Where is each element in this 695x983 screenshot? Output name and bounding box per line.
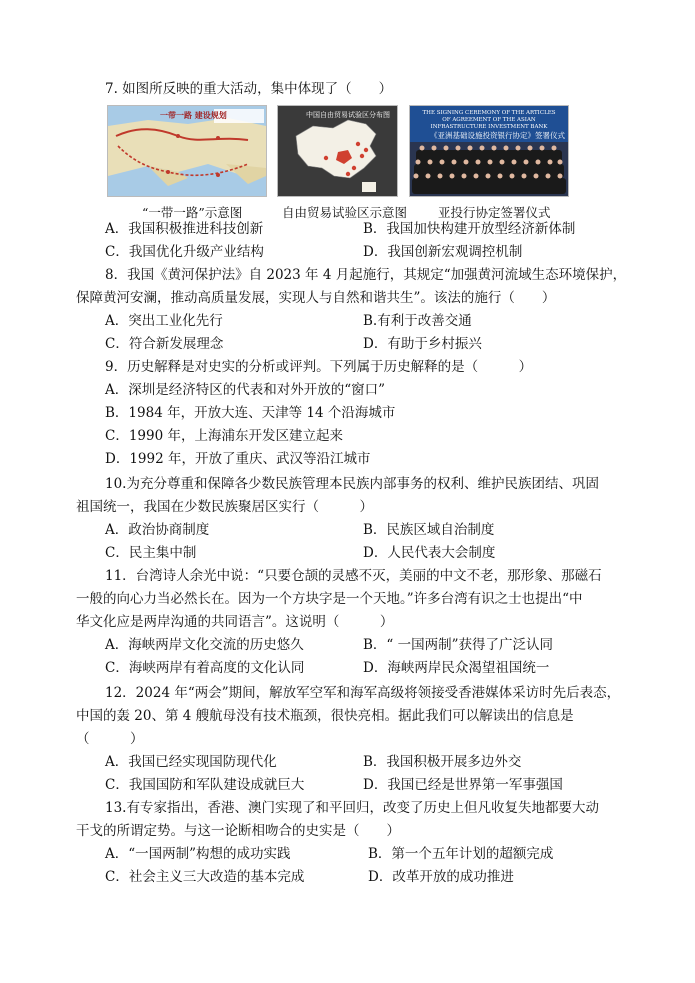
q12-stem-line-2: 中国的轰 20、第 4 艘航母没有技术瓶颈，很快亮相。据此我们可以解读出的信息是 (76, 708, 574, 724)
q9-option-c: C．1990 年，上海浦东开发区建立起来 (105, 428, 343, 444)
aiib-ceremony-cn-title: 《亚洲基础设施投资银行协定》签署仪式 (430, 131, 565, 140)
q13-option-b: B．第一个五年计划的超额完成 (368, 846, 554, 862)
q11-stem-line-1: 11．台湾诗人余光中说：“只要仓颉的灵感不灭，美丽的中文不老，那形象、那磁石 (105, 568, 602, 584)
aiib-signing-figure (409, 105, 569, 197)
q12-stem-line-1: 12．2024 年“两会”期间，解放军空军和海军高级将领接受香港媒体采访时先后表态， (105, 685, 621, 701)
free-trade-zone-map-title: 中国自由贸易试验区分布图 (306, 111, 390, 119)
q8-stem-line-1: 8．我国《黄河保护法》自 2023 年 4 月起施行，其规定“加强黄河流域生态环境保护， (105, 267, 627, 283)
q10-stem-line-1: 10.为充分尊重和保障各少数民族管理本民族内部事务的权利、维护民族团结、巩固 (105, 476, 599, 492)
q7-option-c: C．我国优化升级产业结构 (105, 244, 264, 260)
q7-option-b: B．我国加快构建开放型经济新体制 (363, 221, 576, 237)
q9-option-b: B．1984 年，开放大连、天津等 14 个沿海城市 (105, 405, 396, 421)
q12-option-d: D．我国已经是世界第一军事强国 (363, 777, 563, 793)
q10-option-a: A．政治协商制度 (105, 522, 210, 538)
q10-option-d: D．人民代表大会制度 (363, 545, 496, 561)
q10-option-c: C．民主集中制 (105, 545, 197, 561)
q10-option-b: B．民族区域自治制度 (363, 522, 495, 538)
q8-stem-line-2: 保障黄河安澜，推动高质量发展，实现人与自然和谐共生”。该法的施行（ ） (76, 290, 556, 306)
q13-stem-line-2: 干戈的所谓定势。与这一论断相吻合的史实是（ ） (76, 823, 400, 839)
belt-road-map-figure (107, 105, 267, 197)
q12-stem-line-3: （ ） (76, 731, 144, 747)
q12-option-a: A．我国已经实现国防现代化 (105, 754, 277, 770)
q7-option-d: D．我国创新宏观调控机制 (363, 244, 523, 260)
q9-stem: 9．历史解释是对史实的分析或评判。下列属于历史解释的是（ ） (105, 359, 533, 375)
q8-option-a: A．突出工业化先行 (105, 313, 223, 329)
q12-option-c: C．我国国防和军队建设成就巨大 (105, 777, 305, 793)
aiib-signing-caption: 亚投行协定签署仪式 (438, 205, 551, 220)
free-trade-zone-figure (277, 105, 398, 197)
q13-stem-line-1: 13.有专家指出，香港、澳门实现了和平回归，改变了历史上但凡收复失地都要大动 (105, 800, 599, 816)
q7-stem: 7. 如图所反映的重大活动，集中体现了（ ） (105, 81, 393, 97)
belt-road-map-title: 一带一路 建设规划 (160, 110, 227, 120)
q11-option-b: B．“ 一国两制”获得了广泛认同 (363, 637, 554, 653)
q11-stem-line-3: 华文化应是两岸沟通的共同语言”。这说明（ ） (76, 614, 394, 630)
q13-option-d: D．改革开放的成功推进 (368, 869, 514, 885)
q11-option-c: C．海峡两岸有着高度的文化认同 (105, 660, 305, 676)
q8-option-c: C．符合新发展理念 (105, 336, 224, 352)
q11-option-a: A．海峡两岸文化交流的历史悠久 (105, 637, 304, 653)
q11-stem-line-2: 一般的向心力当必然长在。因为一个方块字是一个天地。”许多台湾有识之士也提出“中 (76, 591, 583, 607)
q13-option-a: A．“一国两制”构想的成功实践 (105, 846, 291, 862)
q8-option-b: B.有利于改善交通 (363, 313, 472, 329)
q8-option-d: D．有助于乡村振兴 (363, 336, 482, 352)
q9-option-d: D．1992 年，开放了重庆、武汉等沿江城市 (105, 451, 371, 467)
belt-road-caption: “一带一路”示意图 (142, 205, 243, 220)
q10-stem-line-2: 祖国统一，我国在少数民族聚居区实行（ ） (76, 499, 373, 515)
aiib-ceremony-en-title: THE SIGNING CEREMONY OF THE ARTICLES OF AGREEMENT OF THE ASIAN INFRASTRUCTURE INVESTMENT BANK (422, 110, 556, 130)
q13-option-c: C．社会主义三大改造的基本完成 (105, 869, 305, 885)
q12-option-b: B．我国积极开展多边外交 (363, 754, 522, 770)
q9-option-a: A．深圳是经济特区的代表和对外开放的“窗口” (105, 382, 386, 398)
q7-option-a: A．我国积极推进科技创新 (105, 221, 264, 237)
q11-option-d: D．海峡两岸民众渴望祖国统一 (363, 660, 550, 676)
free-trade-zone-caption: 自由贸易试验区示意图 (282, 205, 408, 220)
